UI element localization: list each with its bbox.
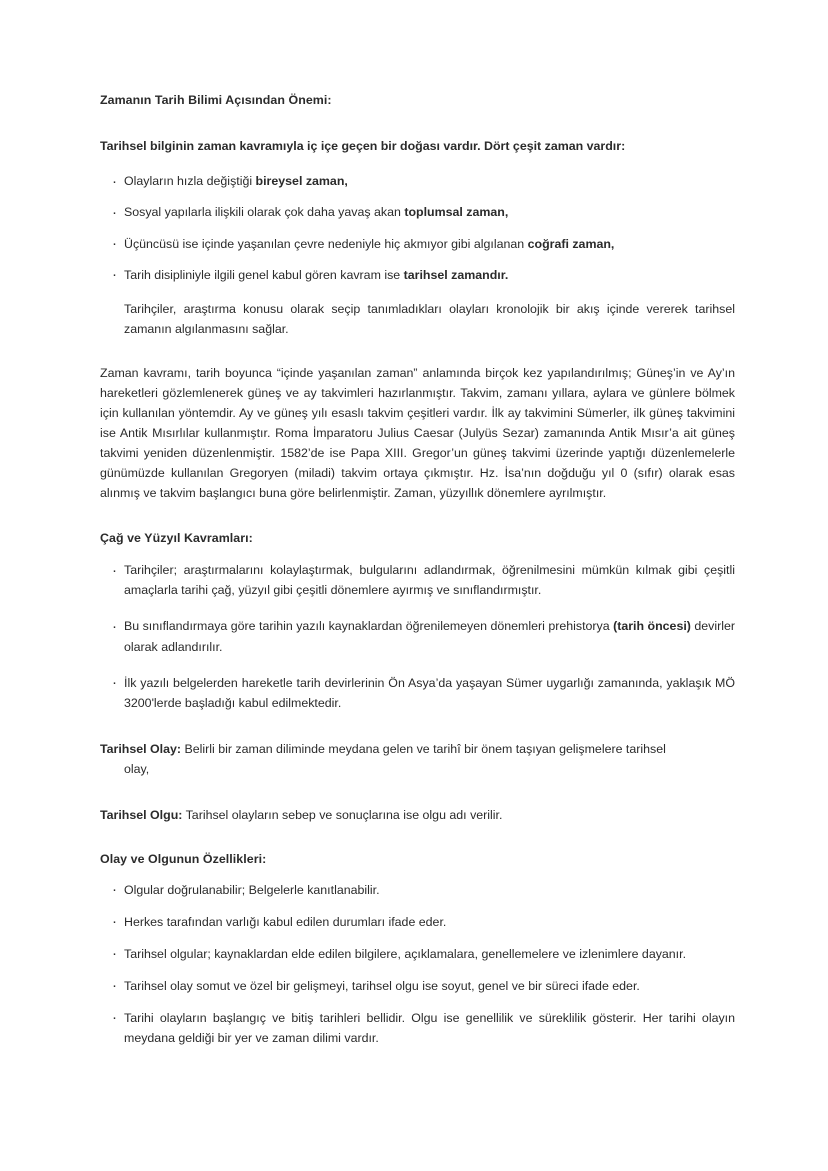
list-item-emphasis: (tarih öncesi)	[613, 619, 691, 634]
section1-closing-paragraph: Tarihçiler, araştırma konusu olarak seçip tanımladıkları olayları kronolojik bir akış içinde vererek tarihsel zamanın algılanmasını sağlar.	[124, 301, 735, 336]
spacer	[100, 713, 735, 739]
spacer	[100, 825, 735, 851]
list-item	[100, 616, 735, 656]
definition-term: Tarihsel Olay:	[100, 741, 182, 756]
list-item	[100, 234, 735, 254]
spacer	[100, 546, 735, 560]
section1-heading: Zamanın Tarih Bilimi Açısından Önemi:	[100, 93, 332, 107]
section5-bullet-list	[100, 880, 735, 1049]
spacer	[100, 155, 735, 171]
list-item: · Tarihsel olay somut ve özel bir gelişmeyi, tarihsel olgu ise soyut, genel ve bir süreci ifade eder.	[100, 976, 735, 996]
section3-bullet-list	[100, 560, 735, 713]
document-content	[100, 92, 735, 1048]
spacer	[100, 285, 735, 299]
list-item-text: Sosyal yapılarla ilişkili olarak çok daha yavaş akan	[124, 205, 405, 220]
list-item	[100, 202, 735, 222]
spacer	[100, 779, 735, 805]
list-item-text: Tarih disipliniyle ilgili genel kabul gören kavram ise	[124, 267, 404, 282]
list-item: · Tarihi olayların başlangıç ve bitiş tarihleri bellidir. Olgu ise genellilik ve süreklilik gösterir. Her tarihi olayın meydana geldiği bir yer ve zaman dilimi vardır.	[100, 1008, 735, 1048]
list-item-emphasis: bireysel zaman,	[255, 174, 348, 189]
spacer	[100, 109, 735, 137]
list-item	[100, 560, 735, 600]
list-item-text: İlk yazılı belgelerden hareketle tarih devirlerinin Ön Asya’da yaşayan Sümer uygarlığı zamanında, yaklaşık MÖ 3200'lerde başladığı kabul edilmektedir.	[124, 675, 735, 710]
definition-text: Tarihsel olayların sebep ve sonuçlarına ise olgu adı verilir.	[182, 808, 503, 823]
section5-heading: Olay ve Olgunun Özellikleri:	[100, 852, 267, 867]
list-item-text: Olayların hızla değiştiği	[124, 174, 256, 189]
section1-lead: Tarihsel bilginin zaman kavramıyla iç içe geçen bir doğası vardır. Dört çeşit zaman vardır:	[100, 138, 626, 153]
list-item	[100, 265, 735, 285]
section2-paragraph: Zaman kavramı, tarih boyunca “içinde yaşanılan zaman” anlamında birçok kez yapılandırılmış; Güneş’in ve Ay’ın hareketleri gözlemlenerek güneş ve ay takvimleri hazırlanmıştır. Takvim, zamanı yıllara, aylara ve günlere bölmek için kullanılan yöntemdir. Ay ve güneş yılı esaslı takvim çeşitleri vardır. İlk ay takvimini Sümerler, ilk güneş takvimini ise Antik Mısırlılar kullanmıştır. Roma İmparatoru Julius Caesar (Julyüs Sezar) zamanında Antik Mısır’a ait güneş takvimi yeniden düzenlenmiştir. 1582’de ise Papa XIII. Gregor’un güneş takvimi üzerinde yaptığı düzenlemelerle günümüzde kullanılan Gregoryen (miladi) takvim ortaya çıkmıştır. Hz. İsa’nın doğduğu yıl 0 (sıfır) olarak esas alınmış ve takvim başlangıcı buna göre belirlenmiştir. Zaman, yüzyıllık dönemlere ayrılmıştır.	[100, 365, 735, 501]
spacer	[100, 339, 735, 363]
list-item-text: Üçüncüsü ise içinde yaşanılan çevre nedeniyle hiç akmıyor gibi algılanan	[124, 236, 528, 251]
list-item-text: Bu sınıflandırmaya göre tarihin yazılı kaynaklardan öğrenilemeyen dönemleri prehistorya	[124, 619, 614, 634]
definition-continuation: olay,	[124, 761, 150, 776]
list-item-emphasis: tarihsel zamandır.	[403, 267, 509, 282]
section3-heading: Çağ ve Yüzyıl Kavramları:	[100, 530, 253, 545]
definition-tarihsel-olay	[100, 739, 735, 779]
list-item: · Herkes tarafından varlığı kabul edilen durumları ifade eder.	[100, 912, 735, 932]
section1-bullet-list	[100, 171, 735, 284]
spacer	[100, 504, 735, 530]
list-item	[100, 171, 735, 191]
definition-text: Belirli bir zaman diliminde meydana gelen ve tarihî bir önem taşıyan gelişmelere tarihsel	[181, 741, 666, 756]
list-item-emphasis: toplumsal zaman,	[404, 205, 509, 220]
list-item: · Olgular doğrulanabilir; Belgelerle kanıtlanabilir.	[100, 880, 735, 900]
definition-tarihsel-olgu	[100, 805, 735, 825]
list-item: · Tarihsel olgular; kaynaklardan elde edilen bilgilere, açıklamalara, genellemelere ve izlenimlere dayanır.	[100, 944, 735, 964]
list-item-text: Tarihçiler; araştırmalarını kolaylaştırmak, bulgularını adlandırmak, öğrenilmesini mümkün kılmak gibi çeşitli amaçlarla tarihi çağ, yüzyıl gibi çeşitli dönemlere ayırmış ve sınıflandırmıştır.	[124, 563, 735, 598]
spacer	[100, 868, 735, 880]
definition-term: Tarihsel Olgu:	[100, 808, 183, 823]
list-item-tail: devirler olarak adlandırılır.	[124, 619, 735, 654]
list-item-emphasis: coğrafi zaman,	[527, 236, 615, 251]
list-item	[100, 673, 735, 713]
